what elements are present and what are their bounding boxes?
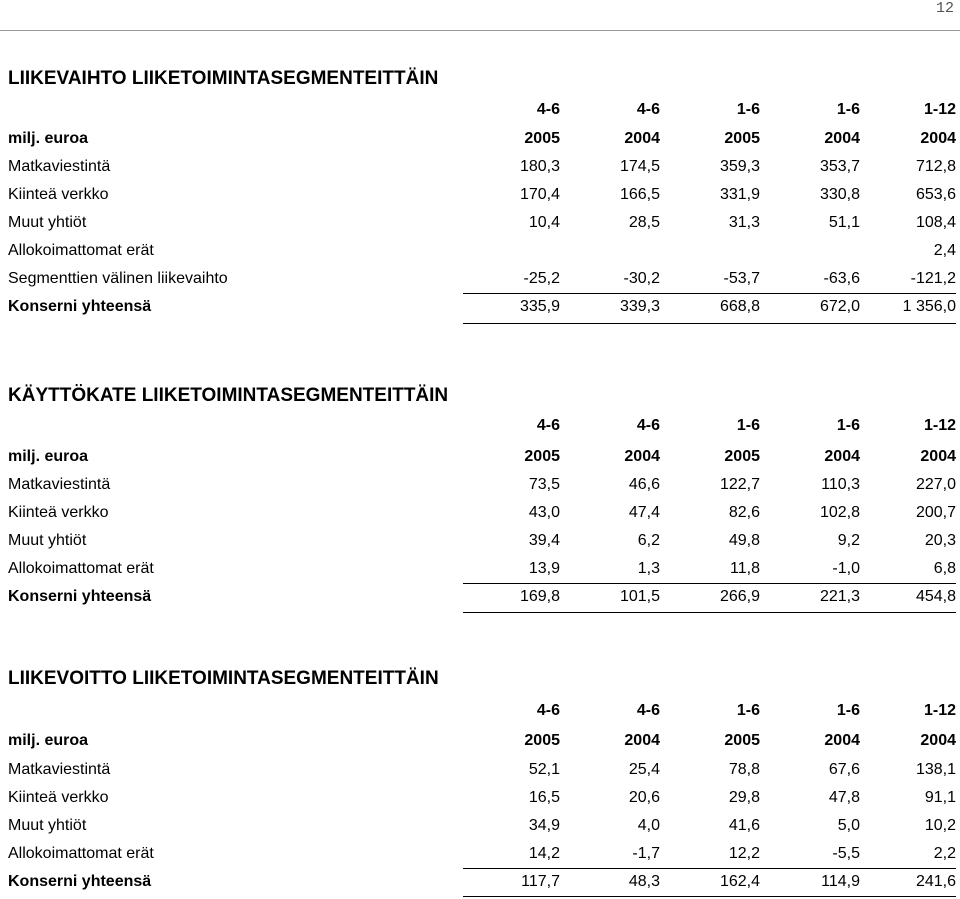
total-bottom-rule	[463, 612, 956, 613]
value-cell: 174,5	[619, 158, 660, 175]
total-bottom-rule	[463, 323, 956, 324]
value-cell: 49,8	[728, 532, 760, 549]
value-cell: 12,2	[728, 845, 760, 862]
value-cell: -63,6	[823, 270, 860, 287]
header-years-row	[8, 727, 956, 755]
header-period: 4-6	[536, 101, 560, 118]
header-period: 1-6	[836, 702, 860, 719]
header-period: 1-6	[736, 702, 760, 719]
row-label: Allokoimattomat erät	[8, 242, 154, 259]
table-row	[8, 265, 956, 293]
value-cell: 10,2	[924, 817, 956, 834]
total-value: 335,9	[519, 298, 560, 315]
value-cell: 110,3	[821, 476, 860, 493]
header-years-row	[8, 443, 956, 471]
header-year: 2004	[824, 130, 860, 147]
header-year: 2005	[724, 448, 760, 465]
total-value: 114,9	[821, 873, 860, 890]
value-cell: 91,1	[924, 789, 956, 806]
total-value: 241,6	[915, 873, 956, 890]
value-cell: 52,1	[528, 761, 560, 778]
value-cell: -25,2	[523, 270, 560, 287]
total-value: 266,9	[719, 588, 760, 605]
header-year: 2005	[524, 732, 560, 749]
total-bottom-rule	[463, 896, 956, 897]
total-value: 48,3	[628, 873, 660, 890]
value-cell: 6,8	[933, 560, 956, 577]
value-cell: 331,9	[719, 186, 760, 203]
value-cell: -53,7	[723, 270, 760, 287]
total-value: 339,3	[619, 298, 660, 315]
table-row	[8, 209, 956, 237]
total-value: 162,4	[719, 873, 760, 890]
unit-label: milj. euroa	[8, 448, 89, 465]
table-row	[8, 471, 956, 499]
value-cell: 9,2	[837, 532, 860, 549]
header-year: 2004	[624, 448, 660, 465]
value-cell: 14,2	[528, 845, 560, 862]
row-label: Allokoimattomat erät	[8, 845, 154, 862]
value-cell: 39,4	[528, 532, 560, 549]
header-period: 1-12	[923, 101, 956, 118]
value-cell: 10,4	[528, 214, 560, 231]
value-cell: 138,1	[915, 761, 956, 778]
value-cell: 51,1	[828, 214, 860, 231]
row-label: Kiinteä verkko	[8, 186, 109, 203]
value-cell: 20,6	[628, 789, 660, 806]
value-cell: -30,2	[623, 270, 660, 287]
table-row	[8, 756, 956, 784]
value-cell: 47,4	[628, 504, 660, 521]
header-year: 2005	[724, 130, 760, 147]
header-period: 4-6	[536, 702, 560, 719]
header-period: 4-6	[636, 702, 660, 719]
total-value: 101,5	[619, 588, 660, 605]
value-cell: 20,3	[924, 532, 956, 549]
total-label: Konserni yhteensä	[8, 873, 152, 890]
row-label: Muut yhtiöt	[8, 817, 87, 834]
unit-label: milj. euroa	[8, 130, 89, 147]
section-title: LIIKEVOITTO LIIKETOIMINTASEGMENTEITTÄIN	[8, 668, 439, 689]
header-period: 4-6	[636, 101, 660, 118]
value-cell: 353,7	[819, 158, 860, 175]
value-cell: 653,6	[915, 186, 956, 203]
value-cell: 16,5	[528, 789, 560, 806]
total-value: 117,7	[521, 873, 560, 890]
header-year: 2005	[524, 448, 560, 465]
total-value: 221,3	[819, 588, 860, 605]
header-periods-row	[8, 697, 956, 725]
value-cell: -1,0	[832, 560, 860, 577]
value-cell: 47,8	[828, 789, 860, 806]
table-row	[8, 499, 956, 527]
table-row	[8, 181, 956, 209]
table-row	[8, 237, 956, 265]
header-period: 4-6	[536, 417, 560, 434]
value-cell: 5,0	[837, 817, 860, 834]
total-label: Konserni yhteensä	[8, 588, 152, 605]
section-title: KÄYTTÖKATE LIIKETOIMINTASEGMENTEITTÄIN	[8, 385, 449, 406]
unit-label: milj. euroa	[8, 732, 89, 749]
row-label: Matkaviestintä	[8, 476, 111, 493]
total-label: Konserni yhteensä	[8, 298, 152, 315]
value-cell: 330,8	[819, 186, 860, 203]
value-cell: 180,3	[519, 158, 560, 175]
value-cell: 25,4	[628, 761, 660, 778]
row-label: Kiinteä verkko	[8, 789, 109, 806]
value-cell: 1,3	[637, 560, 660, 577]
header-year: 2004	[624, 732, 660, 749]
value-cell: 13,9	[528, 560, 560, 577]
value-cell: 166,5	[619, 186, 660, 203]
value-cell: 227,0	[915, 476, 956, 493]
header-period: 4-6	[636, 417, 660, 434]
value-cell: 108,4	[915, 214, 956, 231]
header-period: 1-6	[736, 417, 760, 434]
total-row	[8, 293, 956, 321]
header-year: 2004	[920, 448, 956, 465]
value-cell: 28,5	[628, 214, 660, 231]
total-value: 454,8	[915, 588, 956, 605]
value-cell: 2,2	[933, 845, 956, 862]
value-cell: 41,6	[728, 817, 760, 834]
value-cell: 359,3	[719, 158, 760, 175]
header-year: 2004	[824, 448, 860, 465]
value-cell: 2,4	[933, 242, 956, 259]
page-top-rule	[0, 30, 960, 31]
table-row	[8, 812, 956, 840]
total-value: 1 356,0	[902, 298, 956, 315]
header-year: 2004	[920, 130, 956, 147]
header-years-row	[8, 125, 956, 153]
value-cell: 170,4	[519, 186, 560, 203]
row-label: Matkaviestintä	[8, 761, 111, 778]
header-year: 2004	[824, 732, 860, 749]
value-cell: 712,8	[915, 158, 956, 175]
row-label: Muut yhtiöt	[8, 214, 87, 231]
value-cell: -5,5	[832, 845, 860, 862]
header-period: 1-6	[836, 101, 860, 118]
header-periods-row	[8, 412, 956, 440]
value-cell: 31,3	[728, 214, 760, 231]
value-cell: 78,8	[728, 761, 760, 778]
row-label: Matkaviestintä	[8, 158, 111, 175]
value-cell: 34,9	[528, 817, 560, 834]
row-label: Allokoimattomat erät	[8, 560, 154, 577]
table-row	[8, 527, 956, 555]
header-year: 2004	[624, 130, 660, 147]
total-value: 672,0	[819, 298, 860, 315]
value-cell: -1,7	[632, 845, 660, 862]
total-value: 668,8	[719, 298, 760, 315]
section-title: LIIKEVAIHTO LIIKETOIMINTASEGMENTEITTÄIN	[8, 68, 439, 89]
value-cell: 73,5	[528, 476, 560, 493]
total-row	[8, 583, 956, 611]
header-periods-row	[8, 96, 956, 124]
table-row	[8, 153, 956, 181]
table-row	[8, 555, 956, 583]
table-row	[8, 840, 956, 868]
value-cell: 67,6	[828, 761, 860, 778]
header-year: 2004	[920, 732, 956, 749]
header-period: 1-6	[836, 417, 860, 434]
table-row	[8, 784, 956, 812]
value-cell: -121,2	[910, 270, 956, 287]
value-cell: 11,8	[730, 560, 760, 577]
value-cell: 4,0	[637, 817, 660, 834]
header-year: 2005	[724, 732, 760, 749]
value-cell: 82,6	[728, 504, 760, 521]
value-cell: 6,2	[637, 532, 660, 549]
header-period: 1-6	[736, 101, 760, 118]
total-value: 169,8	[519, 588, 560, 605]
total-row	[8, 868, 956, 896]
value-cell: 102,8	[819, 504, 860, 521]
header-year: 2005	[524, 130, 560, 147]
row-label: Segmenttien välinen liikevaihto	[8, 270, 228, 287]
value-cell: 43,0	[528, 504, 560, 521]
header-period: 1-12	[923, 702, 956, 719]
value-cell: 46,6	[628, 476, 660, 493]
page-number: 12	[935, 0, 954, 17]
row-label: Muut yhtiöt	[8, 532, 87, 549]
value-cell: 122,7	[719, 476, 760, 493]
value-cell: 29,8	[728, 789, 760, 806]
row-label: Kiinteä verkko	[8, 504, 109, 521]
value-cell: 200,7	[915, 504, 956, 521]
header-period: 1-12	[923, 417, 956, 434]
